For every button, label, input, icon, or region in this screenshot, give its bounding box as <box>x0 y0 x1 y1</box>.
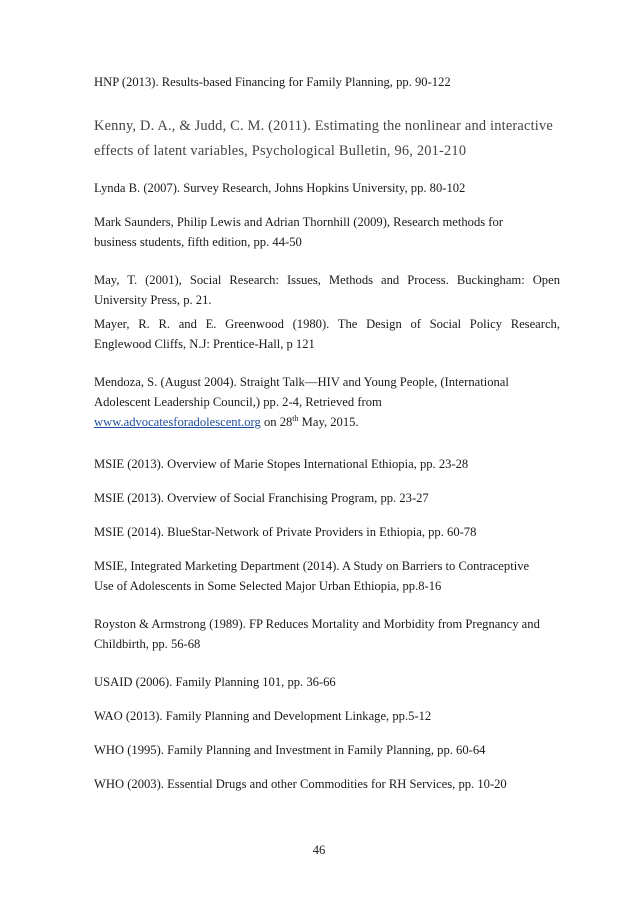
reference-line: University Press, p. 21. <box>94 293 212 307</box>
reference-text: USAID (2006). Family Planning 101, pp. 36-66 <box>94 675 336 689</box>
reference-who-1995 <box>94 740 560 760</box>
reference-line: Mendoza, S. (August 2004). Straight Talk—HIV and Young People, (International <box>94 375 509 389</box>
reference-royston <box>94 614 560 654</box>
reference-who-2003 <box>94 774 560 794</box>
reference-line: May, T. (2001), Social Research: Issues, Methods and Process. Buckingham: Open <box>94 273 560 287</box>
reference-wao <box>94 706 560 726</box>
reference-hnp <box>94 72 560 92</box>
reference-line: Adolescent Leadership Council,) pp. 2-4, Retrieved from <box>94 395 382 409</box>
reference-text: on 28 <box>260 415 293 429</box>
ordinal-suffix: th <box>292 413 299 423</box>
reference-usaid <box>94 672 560 692</box>
reference-mayer <box>94 314 560 354</box>
reference-text: Lynda B. (2007). Survey Research, Johns Hopkins University, pp. 80-102 <box>94 181 466 195</box>
reference-text: MSIE (2014). BlueStar-Network of Private Providers in Ethiopia, pp. 60-78 <box>94 525 477 539</box>
reference-text: WHO (2003). Essential Drugs and other Commodities for RH Services, pp. 10-20 <box>94 777 507 791</box>
reference-text: MSIE (2013). Overview of Marie Stopes International Ethiopia, pp. 23-28 <box>94 457 469 471</box>
reference-line: MSIE, Integrated Marketing Department (2014). A Study on Barriers to Contraceptive <box>94 559 530 573</box>
reference-kenny <box>94 114 560 164</box>
reference-text: MSIE (2013). Overview of Social Franchising Program, pp. 23-27 <box>94 491 429 505</box>
reference-text: May, 2015. <box>298 415 359 429</box>
reference-line: Childbirth, pp. 56-68 <box>94 637 201 651</box>
reference-mendoza <box>94 372 560 432</box>
reference-text: WHO (1995). Family Planning and Investment in Family Planning, pp. 60-64 <box>94 743 486 757</box>
reference-line: Royston & Armstrong (1989). FP Reduces Mortality and Morbidity from Pregnancy and <box>94 617 540 631</box>
reference-line: Englewood Cliffs, N.J: Prentice-Hall, p 121 <box>94 337 315 351</box>
reference-link[interactable]: www.advocatesforadolescent.org <box>94 415 261 429</box>
reference-msie-2013-social-franchising <box>94 488 560 508</box>
reference-text: WAO (2013). Family Planning and Development Linkage, pp.5-12 <box>94 709 432 723</box>
reference-text: HNP (2013). Results-based Financing for Family Planning, pp. 90-122 <box>94 75 451 89</box>
reference-saunders <box>94 212 560 252</box>
reference-line: Use of Adolescents in Some Selected Major Urban Ethiopia, pp.8-16 <box>94 579 442 593</box>
reference-line: Mayer, R. R. and E. Greenwood (1980). The Design of Social Policy Research, <box>94 317 560 331</box>
reference-line: business students, fifth edition, pp. 44-50 <box>94 235 302 249</box>
reference-msie-marketing <box>94 556 560 596</box>
reference-line: Kenny, D. A., & Judd, C. M. (2011). Estimating the nonlinear and interactive <box>94 118 553 134</box>
reference-msie-2014-bluestar <box>94 522 560 542</box>
reference-may <box>94 270 560 310</box>
reference-line: Mark Saunders, Philip Lewis and Adrian Thornhill (2009), Research methods for <box>94 215 503 229</box>
page-number: 46 <box>312 843 326 857</box>
reference-msie-2013-marie-stopes <box>94 454 560 474</box>
reference-line: effects of latent variables, Psychological Bulletin, 96, 201-210 <box>94 143 467 159</box>
reference-line <box>94 412 560 432</box>
reference-lynda <box>94 178 560 198</box>
